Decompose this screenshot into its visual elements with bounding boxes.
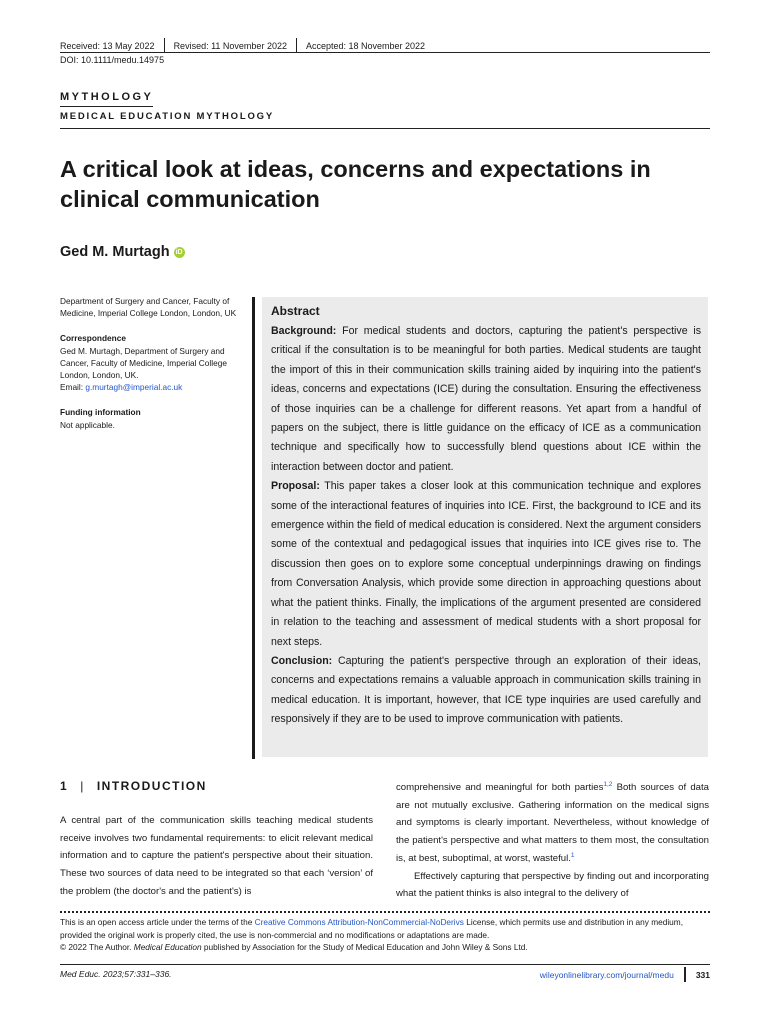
- proposal-text: This paper takes a closer look at this communication technique and explores some of the interactional features of inquiries into ICE. First, the background to ICE and its emergence within the field of medical education is considered. Next the argument considers some of the contextual and pedagogical issues that inquiries into ICE gives rise to. The discussion then goes on to explore some conceptual underpinnings drawing on findings from Conversation Analysis, which provide some direction in approaching questions about what the patient thinks. Finally, the implications of the argument presented are considered in relation to the teaching and assessment of medical students with a short proposal for next steps.: [271, 480, 701, 648]
- abstract-background: [271, 322, 701, 477]
- background-label: Background:: [271, 325, 337, 337]
- received-date: Received: 13 May 2022: [60, 40, 155, 51]
- background-text: For medical students and doctors, capturing the patient's perspective is critical if the consultation is to be meaningful for both parties. Medical students are taught the import of this in their communication skills training aided by inquiring into the patient's ideas, concerns and expectations (ICE) during the consultation. Ensuring the effectiveness of those inquiries can be a challenge for different reasons. Yet apart from a handful of papers on the subject, there is little guidance on the efficacy of ICE as a communication technique and specifically how to successfully blend questions about ICE within the interaction between doctor and patient.: [271, 325, 701, 473]
- proposal-label: Proposal:: [271, 480, 320, 493]
- copyright-start: © 2022 The Author.: [60, 942, 134, 953]
- orcid-icon[interactable]: iD: [175, 248, 183, 256]
- intro-column-left: A central part of the communication skills teaching medical students receive involves two fundamental requirements: to elicit relevant medical information and to capture the patient's perspective about their situation. These two sources of data need to be integrated so that each ‘version’ of the problem (the doctor's and the patient's) is: [60, 815, 373, 897]
- header-rule: [60, 52, 710, 53]
- intro-column-right: [396, 779, 709, 903]
- section-title: INTRODUCTION: [96, 779, 207, 793]
- footer-divider: [684, 967, 686, 982]
- body-text: Both sources of data are not mutually exclusive. Gathering information on the medical signs and symptoms is clearly important. Nevertheless, without knowledge of the patient's perspective and what matters to them most, the consultation is, at best, suboptimal, at worst, wasteful.: [396, 782, 709, 864]
- correspondence-text: Ged M. Murtagh, Department of Surgery and Cancer, Faculty of Medicine, Imperial College London, London, UK.: [60, 345, 227, 381]
- conclusion-text: Capturing the patient's perspective through an exploration of their ideas, concerns and expectations remains a valuable approach in communication skills training in medical education. It is important, however, that ICE type inquiries are used carefully and responsively if they are to be used to improve communication with patients.: [271, 654, 701, 726]
- abstract-proposal: [271, 477, 701, 652]
- revised-date: Revised: 11 November 2022: [173, 40, 287, 51]
- correspondence-label: Correspondence: [60, 333, 126, 344]
- conclusion-label: Conclusion:: [271, 654, 333, 667]
- author: [60, 244, 185, 260]
- funding: [60, 406, 245, 430]
- accepted-date: Accepted: 18 November 2022: [305, 40, 426, 51]
- email-label: Email:: [60, 382, 86, 393]
- citation: Med Educ. 2023;57:331–336.: [60, 969, 172, 979]
- body-text: comprehensive and meaningful for both parties: [396, 782, 604, 793]
- license-text-start: This is an open access article under the terms of the: [60, 917, 255, 927]
- citation-link[interactable]: 1: [570, 851, 575, 859]
- abstract-box: [262, 297, 708, 757]
- author-name: Ged M. Murtagh: [60, 244, 170, 260]
- funding-text: Not applicable.: [60, 419, 115, 430]
- journal-name: Medical Education: [133, 942, 202, 953]
- copyright: [60, 941, 710, 954]
- introduction-heading: [60, 779, 207, 793]
- journal-url[interactable]: wileyonlinelibrary.com/journal/medu: [539, 969, 674, 980]
- email-link[interactable]: g.murtagh@imperial.ac.uk: [85, 382, 183, 393]
- abstract-divider: [252, 297, 255, 759]
- section-category: MYTHOLOGY: [60, 91, 153, 107]
- license-link[interactable]: Creative Commons Attribution-NonCommercial-NoDerivs: [254, 917, 464, 927]
- intro-paragraph: [396, 779, 709, 868]
- heading-separator: |: [80, 779, 85, 793]
- section-number: 1: [60, 779, 69, 793]
- copyright-end: published by Association for the Study of Medical Education and John Wiley & Sons Ltd.: [201, 942, 528, 953]
- correspondence: [60, 332, 245, 393]
- intro-paragraph: Effectively capturing that perspective by finding out and incorporating what the patient thinks is also integral to the delivery of: [396, 870, 709, 900]
- article-title: A critical look at ideas, concerns and expectations in clinical communication: [60, 156, 651, 212]
- email-line: [60, 381, 245, 393]
- footer-rule: [60, 964, 710, 965]
- page-number: 331: [695, 969, 710, 980]
- doi[interactable]: DOI: 10.1111/medu.14975: [60, 55, 165, 65]
- footer-right: [540, 967, 710, 982]
- abstract-heading: Abstract: [271, 304, 320, 318]
- footnote-divider: [60, 911, 710, 913]
- section-subcategory: MEDICAL EDUCATION MYTHOLOGY: [60, 111, 710, 129]
- funding-label: Funding information: [60, 407, 141, 418]
- author-info-sidebar: [60, 295, 245, 444]
- license-text-end: License, which permits use and distribution in any medium, provided the original work is properly cited, the use is non-commercial and no modifications or adaptations are made.: [60, 917, 684, 940]
- citation-link[interactable]: 1,2: [603, 780, 613, 788]
- abstract-conclusion: [271, 652, 701, 730]
- license-text: [60, 916, 710, 941]
- affiliation: Department of Surgery and Cancer, Faculty of Medicine, Imperial College London, London, UK: [60, 296, 237, 319]
- license-note: [60, 916, 710, 954]
- article-dates: [60, 38, 434, 53]
